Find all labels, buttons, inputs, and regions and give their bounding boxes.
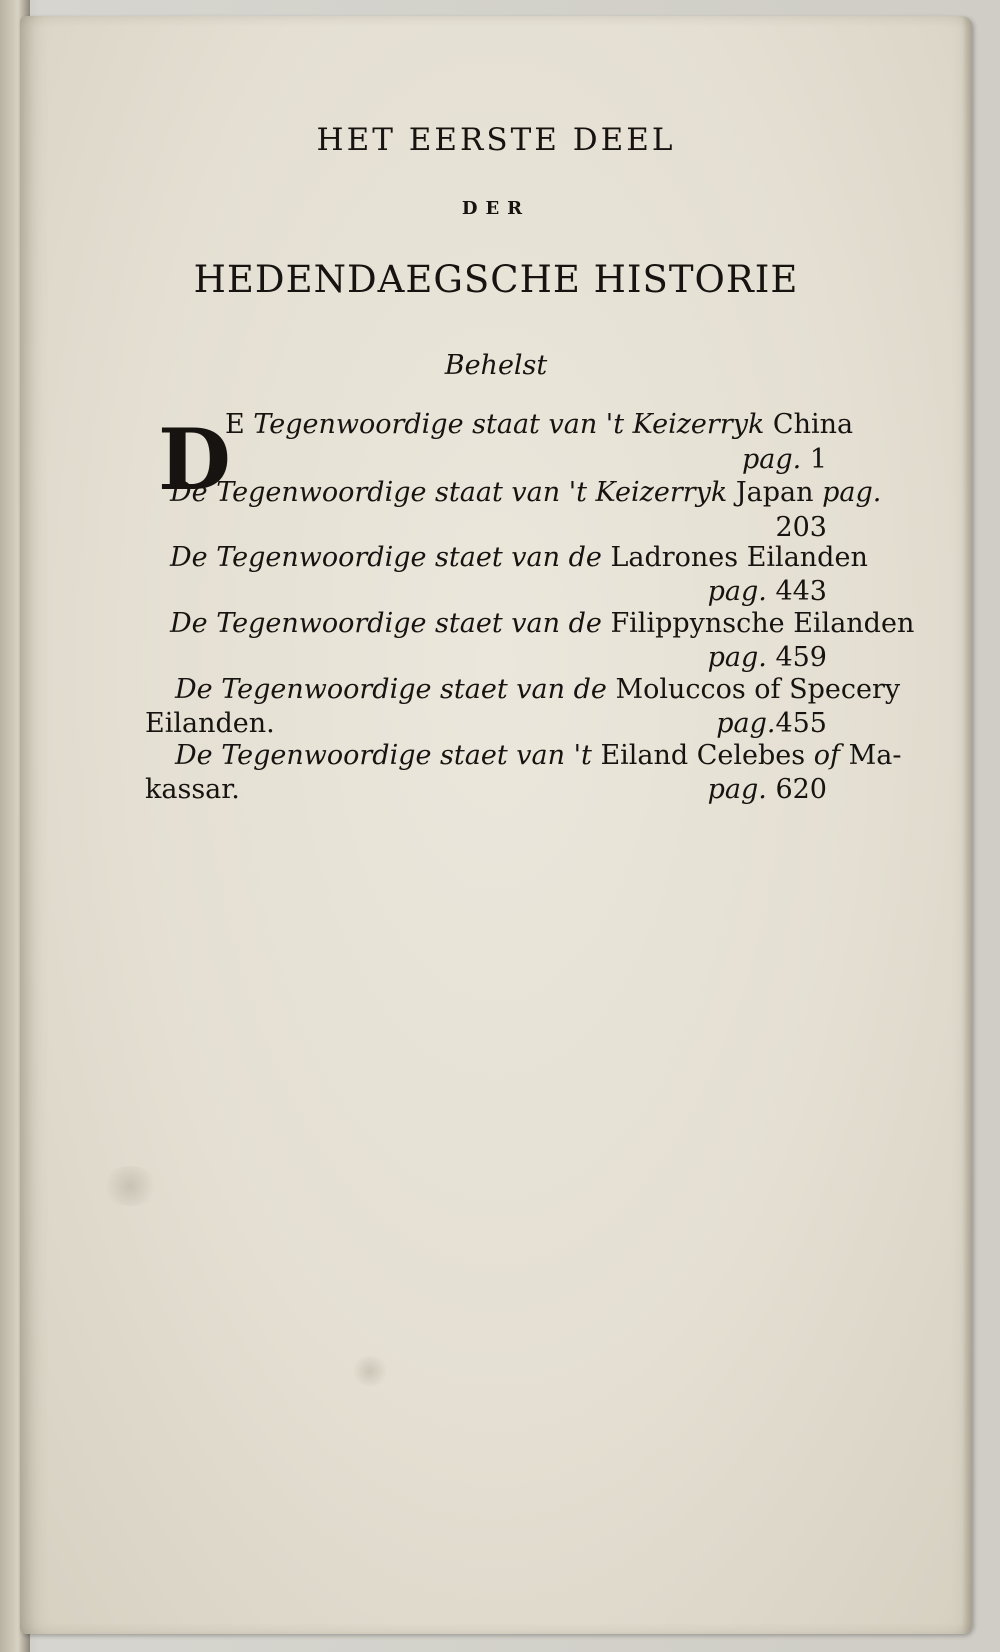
entry-roman: Japan [735, 477, 814, 508]
entry-page-ref [775, 514, 827, 541]
page-number: 459 [775, 642, 827, 673]
entry-italic-tail: of [813, 740, 849, 771]
entry-italic: De Tegenwoordige staet van de [170, 608, 611, 639]
foxing-spot [100, 1166, 160, 1206]
contents-entry [170, 610, 914, 637]
entry-roman: Moluccos of Specery [615, 674, 901, 705]
drop-capital: D [158, 410, 231, 509]
entry-page-ref [708, 776, 827, 803]
entry-roman-tail: Ma- [848, 740, 902, 771]
book-page [20, 16, 972, 1634]
contents-entry [170, 544, 868, 571]
title-line-3: HEDENDAEGSCHE HISTORIE [193, 258, 799, 301]
entry-roman: Eiland Celebes [600, 740, 814, 771]
entry-roman: Filippynsche Eilanden [610, 608, 915, 639]
entry-lead: E [225, 409, 245, 440]
entry-italic: Tegenwoordige staat van 't Keizerryk [244, 409, 773, 440]
entry-italic: De Tegenwoordige staet van de [175, 674, 616, 705]
page-number: 455 [775, 708, 827, 739]
page-label: pag. [707, 642, 767, 673]
entry-page-ref [708, 644, 827, 671]
contents-entry [175, 676, 900, 703]
entry-page-ref [716, 710, 827, 737]
entry-italic: De Tegenwoordige staet van 't [175, 740, 601, 771]
contents-entry [170, 479, 881, 506]
page-label: pag. [707, 576, 767, 607]
page-label: pag. [707, 774, 767, 805]
title-line-1: HET EERSTE DEEL [316, 122, 676, 158]
contents-list [20, 16, 972, 916]
entry-roman: Ladrones Eilanden [610, 542, 868, 573]
foxing-spot [350, 1356, 390, 1386]
contents-entry [175, 742, 901, 769]
title-line-2: DER [461, 198, 531, 219]
title-line-4: Behelst [444, 350, 548, 381]
page-number: 443 [775, 576, 827, 607]
entry-continuation: kassar. [145, 774, 240, 805]
entry-italic: De Tegenwoordige staat van 't Keizerryk [170, 477, 736, 508]
contents-entry [225, 411, 853, 438]
page-label: pag. [822, 477, 882, 508]
entry-continuation: Eilanden. [145, 708, 275, 739]
page-number: 620 [775, 774, 827, 805]
entry-roman: China [772, 409, 854, 440]
page-number: 1 [809, 444, 827, 475]
page-number: 203 [775, 512, 827, 543]
page-label: pag. [716, 708, 776, 739]
entry-italic: De Tegenwoordige staet van de [170, 542, 611, 573]
entry-page-ref [742, 446, 827, 473]
page-label: pag. [741, 444, 802, 475]
entry-page-ref [708, 578, 827, 605]
